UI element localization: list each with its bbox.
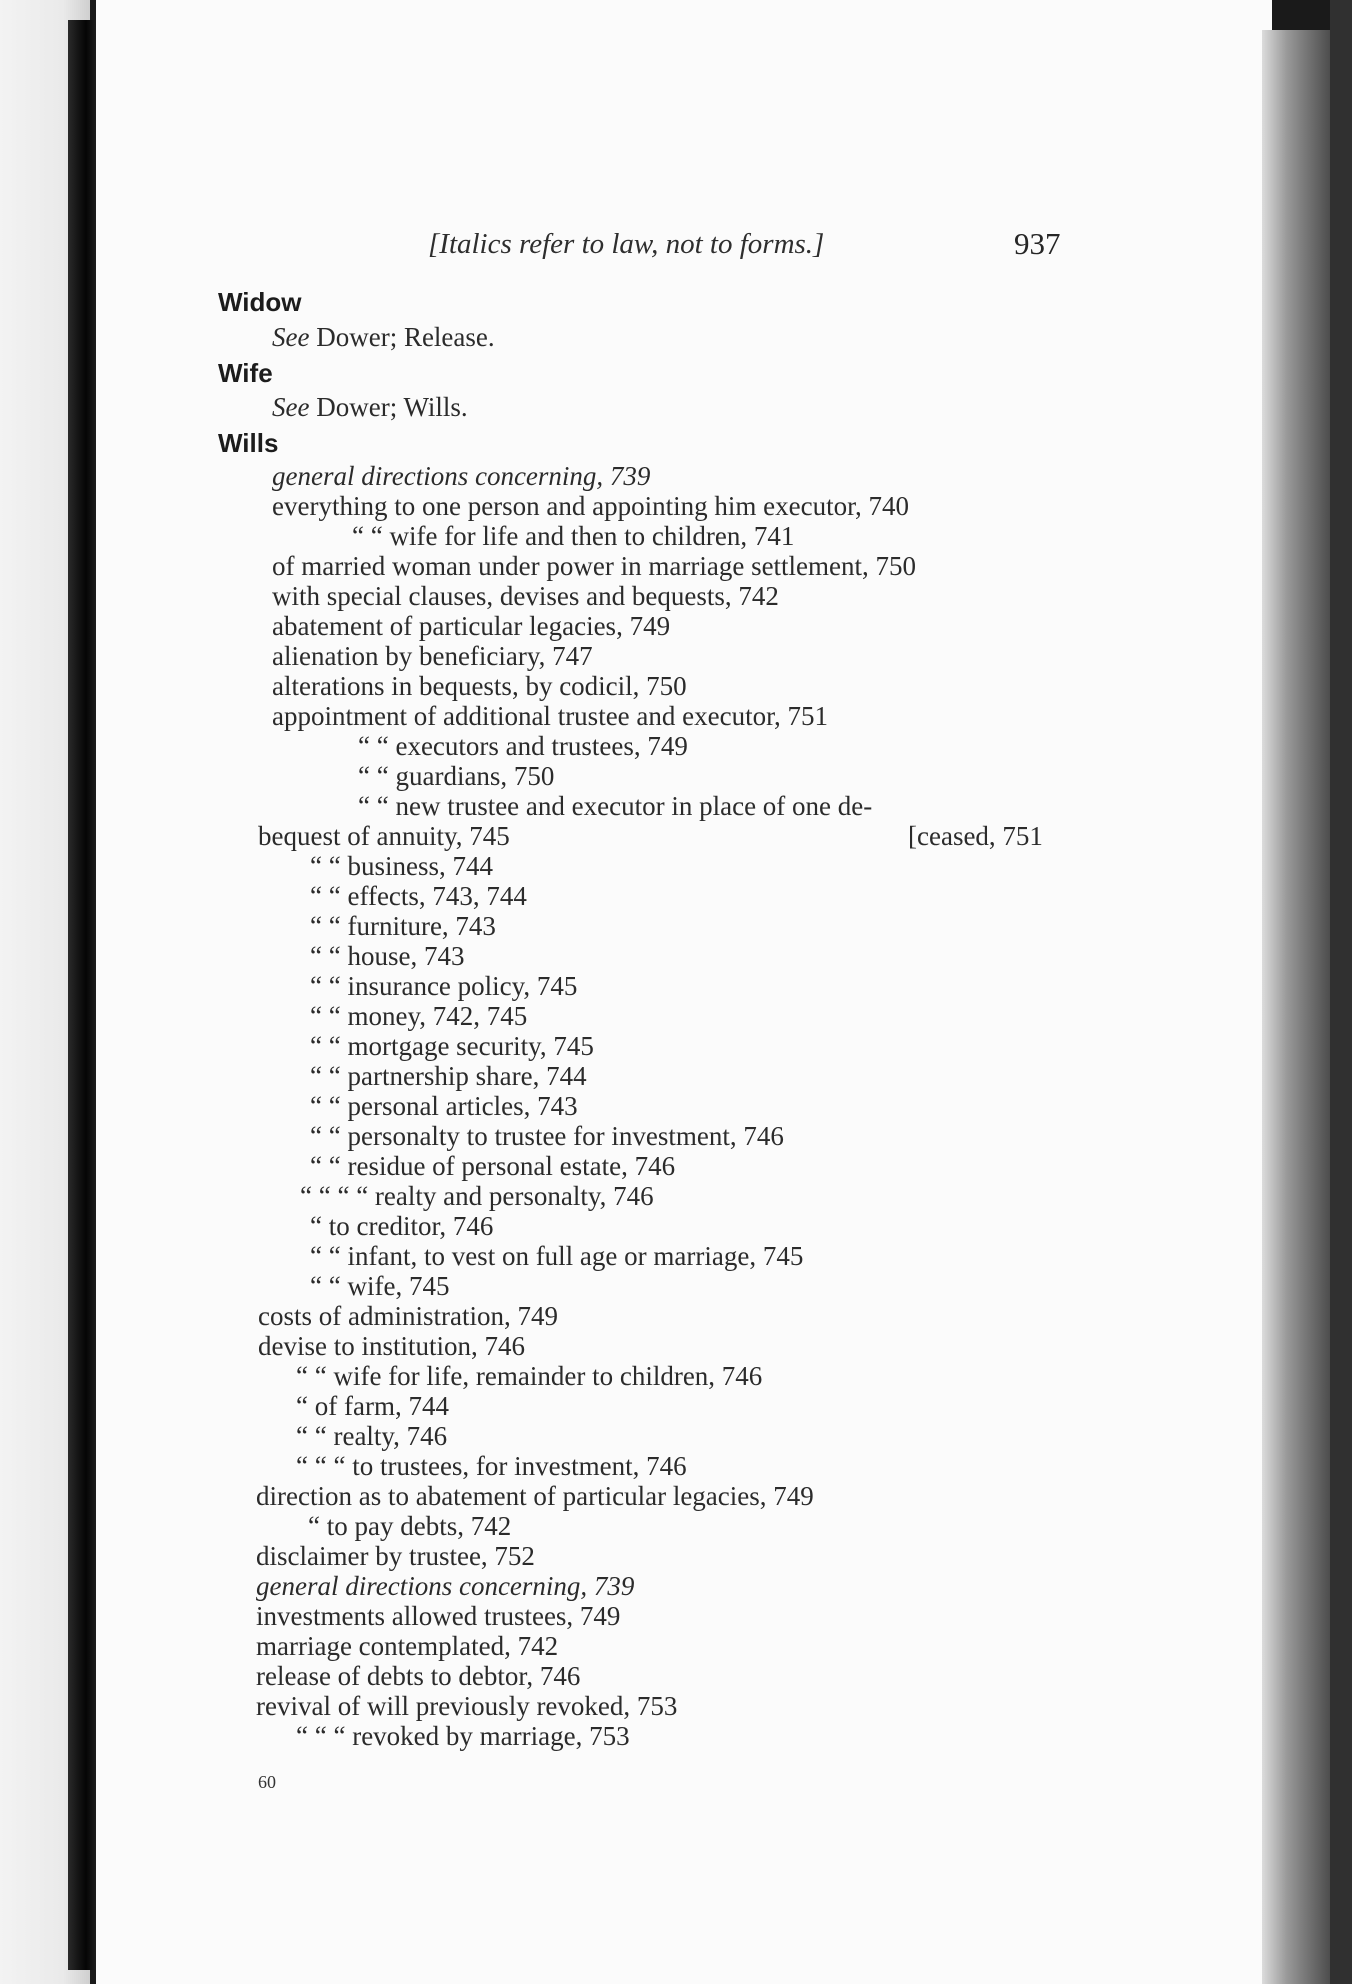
index-subentry: “ “ mortgage security, 745 — [310, 1031, 594, 1061]
index-subentry: release of debts to debtor, 746 — [256, 1661, 581, 1691]
index-subentry: everything to one person and appointing him executor, 740 — [272, 491, 910, 521]
index-subentry: “ “ wife, 745 — [310, 1271, 450, 1301]
index-subentry: “ “ business, 744 — [310, 851, 493, 881]
background-edge — [1330, 0, 1352, 1984]
entry-heading-wife: Wife — [218, 358, 273, 388]
entry-heading-wills: Wills — [218, 428, 279, 458]
index-subentry: with special clauses, devises and bequests, 742 — [272, 581, 779, 611]
index-subentry: “ “ personal articles, 743 — [310, 1091, 578, 1121]
see-word: See — [272, 392, 310, 422]
index-subentry: revival of will previously revoked, 753 — [256, 1691, 678, 1721]
index-subentry: “ “ wife for life, remainder to children, 746 — [296, 1361, 763, 1391]
index-subentry: “ “ realty, 746 — [296, 1421, 448, 1451]
index-subentry: “ “ executors and trustees, 749 — [358, 731, 688, 761]
continuation-fragment: [ceased, 751 — [908, 821, 1043, 851]
index-subentry: “ to creditor, 746 — [310, 1211, 494, 1241]
index-subentry: “ “ personalty to trustee for investment, 746 — [310, 1121, 784, 1151]
cross-reference — [272, 392, 468, 422]
cross-reference — [272, 322, 495, 352]
index-subentry: “ “ infant, to vest on full age or marriage, 745 — [310, 1241, 804, 1271]
index-subentry: devise to institution, 746 — [258, 1331, 525, 1361]
index-subentry: bequest of annuity, 745 — [258, 821, 510, 851]
index-subentry: “ of farm, 744 — [296, 1391, 449, 1421]
see-targets: Dower; Wills. — [309, 392, 468, 422]
index-subentry: “ “ effects, 743, 744 — [310, 881, 527, 911]
index-subentry: “ “ partnership share, 744 — [310, 1061, 587, 1091]
see-word: See — [272, 322, 310, 352]
book-gutter — [68, 20, 98, 1970]
index-subentry: “ “ residue of personal estate, 746 — [310, 1151, 676, 1181]
index-subentry: “ “ house, 743 — [310, 941, 465, 971]
index-subentry: general directions concerning, 739 — [256, 1571, 635, 1601]
index-subentry: disclaimer by trustee, 752 — [256, 1541, 535, 1571]
index-subentry: appointment of additional trustee and executor, 751 — [272, 701, 829, 731]
index-subentry: “ “ furniture, 743 — [310, 911, 496, 941]
index-subentry: general directions concerning, 739 — [272, 461, 651, 491]
see-targets: Dower; Release. — [309, 322, 495, 352]
running-title: [Italics refer to law, not to forms.] — [428, 228, 825, 260]
index-subentry: “ “ insurance policy, 745 — [310, 971, 578, 1001]
page-stack-edge — [1262, 30, 1332, 1984]
index-subentry: “ “ wife for life and then to children, 741 — [352, 521, 795, 551]
index-subentry: direction as to abatement of particular legacies, 749 — [256, 1481, 814, 1511]
signature-mark: 60 — [258, 1772, 276, 1792]
index-subentry: of married woman under power in marriage settlement, 750 — [272, 551, 917, 581]
index-subentry: alterations in bequests, by codicil, 750 — [272, 671, 687, 701]
index-subentry: alienation by beneficiary, 747 — [272, 641, 593, 671]
index-subentry: investments allowed trustees, 749 — [256, 1601, 621, 1631]
index-subentry: “ “ new trustee and executor in place of one de- — [358, 791, 873, 821]
entry-heading-widow: Widow — [218, 287, 302, 317]
index-subentry: marriage contemplated, 742 — [256, 1631, 559, 1661]
index-subentry: “ to pay debts, 742 — [308, 1511, 512, 1541]
index-subentry: abatement of particular legacies, 749 — [272, 611, 671, 641]
index-subentry: “ “ money, 742, 745 — [310, 1001, 528, 1031]
index-subentry: “ “ “ “ realty and personalty, 746 — [300, 1181, 654, 1211]
index-subentry: “ “ guardians, 750 — [358, 761, 555, 791]
index-subentry: “ “ “ revoked by marriage, 753 — [296, 1721, 630, 1751]
index-subentry: “ “ “ to trustees, for investment, 746 — [296, 1451, 687, 1481]
page-number: 937 — [1014, 226, 1061, 261]
index-subentry: costs of administration, 749 — [258, 1301, 558, 1331]
